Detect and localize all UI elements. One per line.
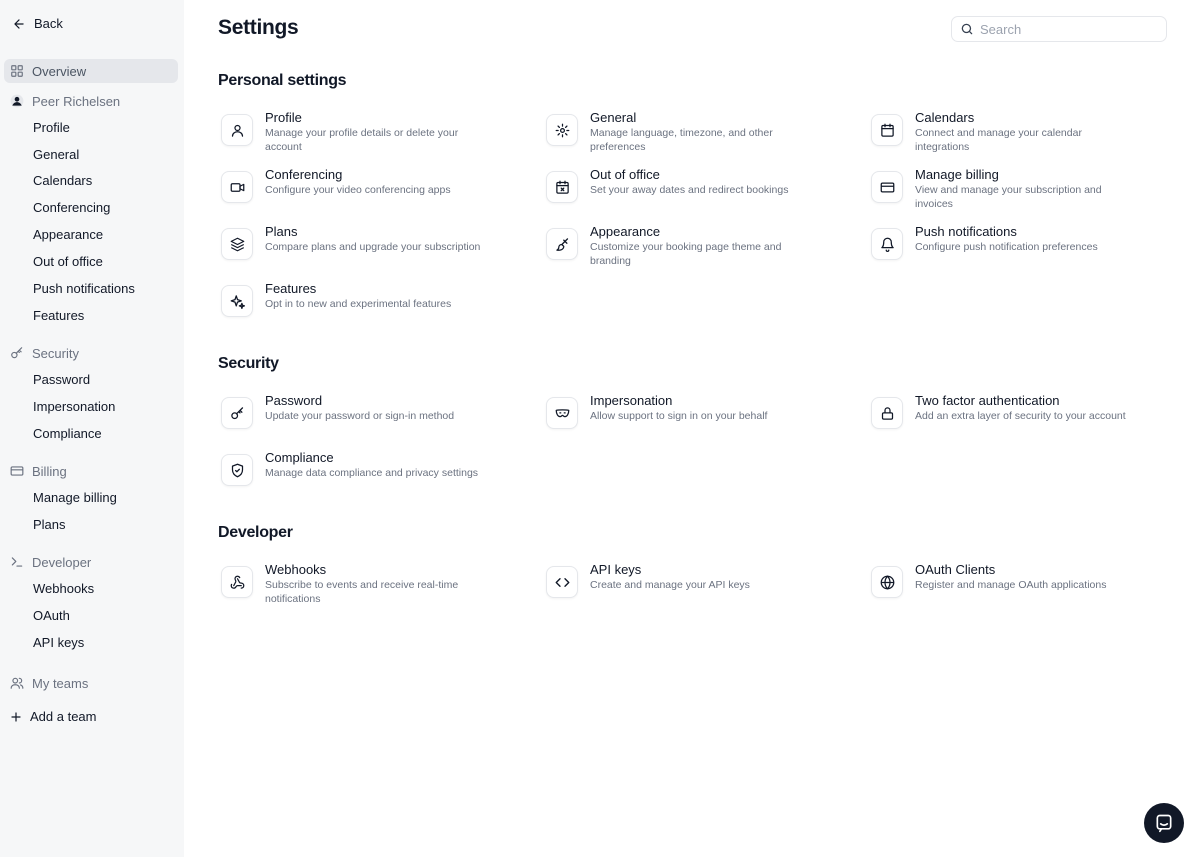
card-desc: Create and manage your API keys — [590, 579, 750, 591]
card-title: Appearance — [590, 224, 661, 239]
arrow-left-icon — [12, 17, 26, 31]
mask-icon — [555, 406, 570, 421]
settings-card-features[interactable] — [221, 281, 531, 317]
section-title-developer: Developer — [218, 524, 293, 541]
settings-card-compliance[interactable] — [221, 450, 531, 486]
sidebar-item-compliance[interactable]: Compliance — [33, 426, 102, 441]
user-icon — [230, 123, 245, 138]
card-desc: Compare plans and upgrade your subscription — [265, 241, 481, 253]
search-box[interactable] — [951, 16, 1167, 42]
chat-button[interactable] — [1144, 803, 1184, 843]
card-desc: Opt in to new and experimental features — [265, 298, 452, 310]
calendar-x-icon — [555, 180, 570, 195]
sidebar-item-label: Overview — [32, 63, 87, 79]
sidebar-user-header — [4, 89, 178, 113]
settings-card-oauth-clients[interactable] — [871, 562, 1181, 598]
card-title: Webhooks — [265, 562, 327, 577]
calendar-icon — [880, 123, 895, 138]
settings-card-password[interactable] — [221, 393, 531, 429]
card-desc: Add an extra layer of security to your account — [915, 410, 1126, 422]
settings-card-api-keys[interactable] — [546, 562, 856, 598]
card-title: Two factor authentication — [915, 393, 1060, 408]
search-icon — [960, 22, 974, 36]
card-desc: Update your password or sign-in method — [265, 410, 455, 422]
brush-icon — [555, 237, 570, 252]
sidebar-item-api-keys[interactable]: API keys — [33, 635, 85, 650]
search-input[interactable] — [980, 22, 1160, 37]
avatar — [10, 94, 24, 108]
grid-icon — [10, 64, 24, 78]
card-desc: Set your away dates and redirect bookings — [590, 184, 789, 196]
card-desc: Register and manage OAuth applications — [915, 579, 1107, 591]
key-icon — [10, 346, 24, 360]
sidebar — [0, 0, 184, 857]
shield-check-icon — [230, 463, 245, 478]
gear-icon — [555, 123, 570, 138]
globe-icon — [880, 575, 895, 590]
sidebar-item-plans[interactable]: Plans — [33, 517, 66, 532]
card-desc: View and manage your subscription and invoices — [915, 184, 1102, 210]
sparkles-icon — [230, 294, 245, 309]
card-title: Impersonation — [590, 393, 673, 408]
card-desc: Allow support to sign in on your behalf — [590, 410, 768, 422]
settings-card-webhooks[interactable] — [221, 562, 531, 606]
lock-icon — [880, 406, 895, 421]
sidebar-item-general[interactable]: General — [33, 147, 80, 162]
group-label: Security — [32, 345, 79, 361]
settings-card-appearance[interactable] — [546, 224, 856, 268]
card-desc: Subscribe to events and receive real-time notifications — [265, 579, 459, 605]
sidebar-group-security — [4, 341, 178, 365]
settings-card-push-notifications[interactable] — [871, 224, 1181, 260]
card-title: Password — [265, 393, 323, 408]
card-title: Push notifications — [915, 224, 1017, 239]
section-title-personal: Personal settings — [218, 72, 347, 89]
sidebar-item-my-teams[interactable] — [4, 671, 178, 695]
sidebar-item-calendars[interactable]: Calendars — [33, 173, 93, 188]
card-desc: Manage language, timezone, and other preferences — [590, 127, 773, 153]
add-team-label: Add a team — [30, 709, 97, 724]
sidebar-item-conferencing[interactable]: Conferencing — [33, 200, 111, 215]
add-team-button[interactable] — [10, 709, 97, 724]
sidebar-item-appearance[interactable]: Appearance — [33, 227, 104, 242]
settings-card-general[interactable] — [546, 110, 856, 154]
card-title: API keys — [590, 562, 642, 577]
settings-card-plans[interactable] — [221, 224, 531, 260]
sidebar-item-out-of-office[interactable]: Out of office — [33, 254, 103, 269]
card-title: Features — [265, 281, 317, 296]
card-desc: Configure push notification preferences — [915, 241, 1098, 253]
sidebar-item-label: My teams — [32, 675, 89, 691]
card-desc: Manage your profile details or delete your account — [265, 127, 459, 153]
webhook-icon — [230, 575, 245, 590]
sidebar-item-impersonation[interactable]: Impersonation — [33, 399, 116, 414]
card-title: Calendars — [915, 110, 975, 125]
code-icon — [555, 575, 570, 590]
card-title: General — [590, 110, 637, 125]
card-title: Conferencing — [265, 167, 343, 182]
chat-icon — [1154, 813, 1174, 833]
section-title-security: Security — [218, 355, 279, 372]
key-icon — [230, 406, 245, 421]
card-desc: Connect and manage your calendar integrations — [915, 127, 1082, 153]
sidebar-item-webhooks[interactable]: Webhooks — [33, 581, 95, 596]
settings-card-calendars[interactable] — [871, 110, 1181, 154]
sidebar-item-oauth[interactable]: OAuth — [33, 608, 70, 623]
sidebar-group-developer — [4, 550, 178, 574]
card-desc: Manage data compliance and privacy settings — [265, 467, 479, 479]
sidebar-item-manage-billing[interactable]: Manage billing — [33, 490, 117, 505]
settings-card-profile[interactable] — [221, 110, 531, 154]
credit-card-icon — [880, 180, 895, 195]
back-label: Back — [34, 16, 63, 31]
credit-card-icon — [10, 464, 24, 478]
users-icon — [10, 676, 24, 690]
sidebar-group-billing — [4, 459, 178, 483]
settings-card-two-factor[interactable] — [871, 393, 1181, 429]
card-title: OAuth Clients — [915, 562, 996, 577]
sidebar-item-overview[interactable] — [4, 59, 178, 83]
card-desc: Configure your video conferencing apps — [265, 184, 451, 196]
page-title: Settings — [218, 16, 299, 39]
settings-card-impersonation[interactable] — [546, 393, 856, 429]
settings-card-manage-billing[interactable] — [871, 167, 1181, 211]
settings-card-out-of-office[interactable] — [546, 167, 856, 203]
card-desc: Customize your booking page theme and branding — [590, 241, 782, 267]
group-label: Developer — [32, 554, 92, 570]
card-title: Manage billing — [915, 167, 999, 182]
video-icon — [230, 180, 245, 195]
layers-icon — [230, 237, 245, 252]
settings-card-conferencing[interactable] — [221, 167, 531, 203]
sidebar-item-features[interactable]: Features — [33, 308, 85, 323]
sidebar-item-push-notifications[interactable]: Push notifications — [33, 281, 135, 296]
card-title: Compliance — [265, 450, 334, 465]
terminal-icon — [10, 555, 24, 569]
bell-icon — [880, 237, 895, 252]
back-button[interactable] — [12, 16, 63, 31]
plus-icon — [10, 711, 22, 723]
group-label: Billing — [32, 463, 67, 479]
sidebar-item-password[interactable]: Password — [33, 372, 91, 387]
sidebar-item-profile[interactable]: Profile — [33, 120, 70, 135]
card-title: Profile — [265, 110, 302, 125]
card-title: Out of office — [590, 167, 660, 182]
user-name: Peer Richelsen — [32, 93, 121, 109]
card-title: Plans — [265, 224, 298, 239]
